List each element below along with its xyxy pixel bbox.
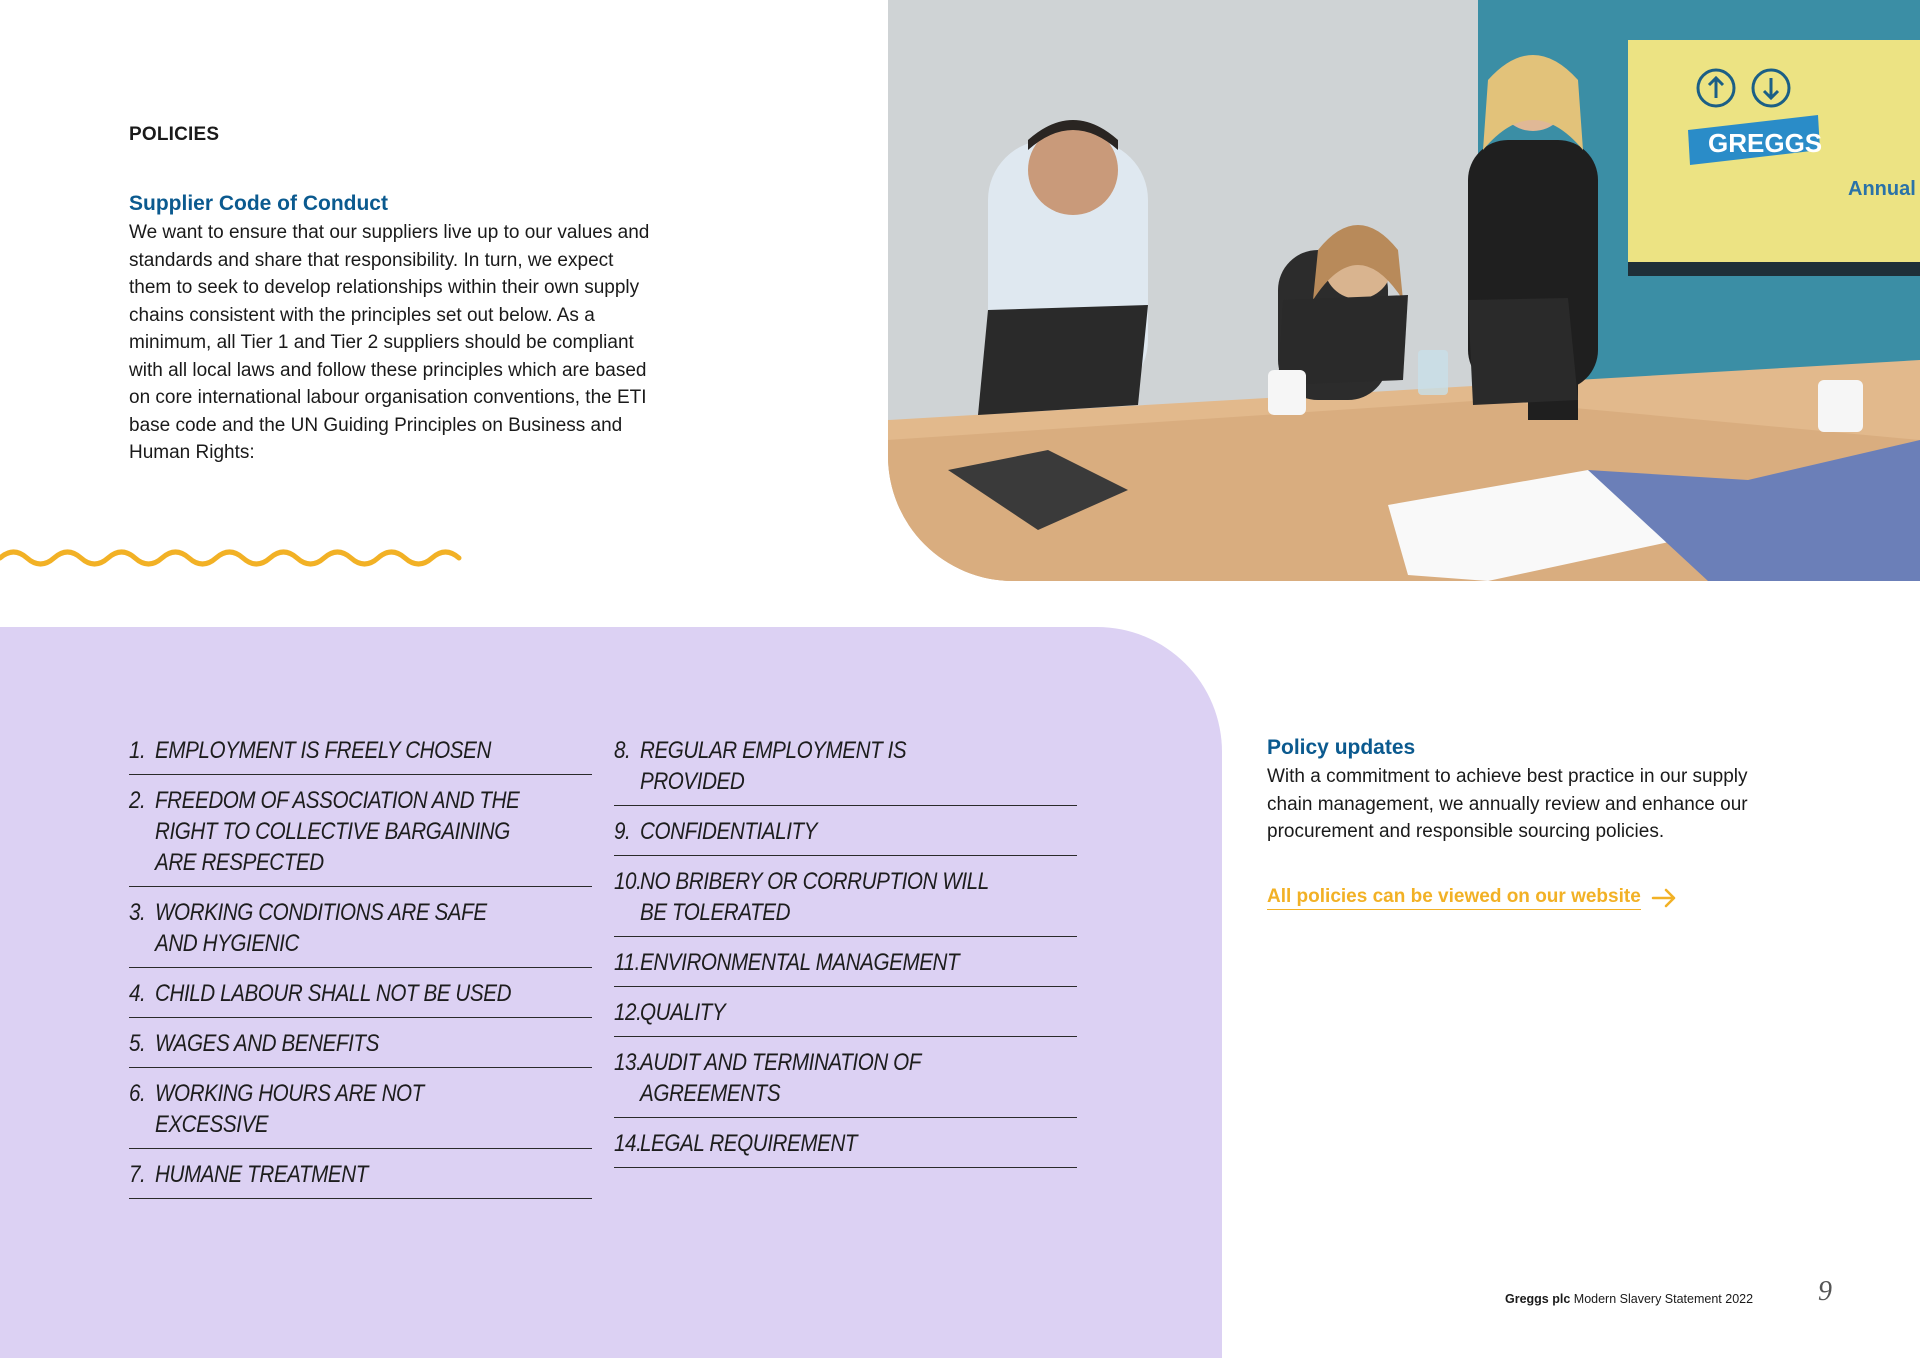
principle-number: 8. xyxy=(614,737,631,764)
footer xyxy=(1505,1292,1753,1306)
policies-website-link[interactable] xyxy=(1267,886,1677,910)
list-item xyxy=(614,1118,1077,1168)
principle-text: REGULAR EMPLOYMENT IS PROVIDED xyxy=(640,737,907,795)
principle-number: 9. xyxy=(614,818,631,845)
principle-number: 10. xyxy=(614,868,642,895)
principle-number: 14. xyxy=(614,1130,642,1157)
principle-text: QUALITY xyxy=(640,999,726,1026)
principle-text: HUMANE TREATMENT xyxy=(155,1161,368,1188)
principle-text: CHILD LABOUR SHALL NOT BE USED xyxy=(155,980,512,1007)
page-number: 9 xyxy=(1818,1276,1832,1307)
policy-updates-body: With a commitment to achieve best practice in our supply chain management, we annually review and enhance our procurement and responsible sourcing policies. xyxy=(1267,766,1748,842)
footer-company: Greggs plc xyxy=(1505,1292,1571,1306)
list-item xyxy=(129,887,592,968)
supplier-code-title: Supplier Code of Conduct xyxy=(129,192,388,215)
principle-number: 4. xyxy=(129,980,146,1007)
supplier-code-body: We want to ensure that our suppliers live up to our values and standards and share that responsibility. In turn, we expect them to seek to develop relationships within their own supply chains consistent with the principles set out below. As a minimum, all Tier 1 and Tier 2 suppliers should be compliant with all local laws and follow these principles which are based on core international labour organisation conventions, the ETI base code and the UN Guiding Principles on Business and Human Rights: xyxy=(129,222,650,463)
list-item xyxy=(129,1018,592,1068)
principle-number: 2. xyxy=(129,787,146,814)
principle-number: 6. xyxy=(129,1080,146,1107)
list-item xyxy=(614,937,1077,987)
principle-number: 1. xyxy=(129,737,146,764)
list-item xyxy=(614,1037,1077,1118)
principles-list-left xyxy=(129,725,592,1199)
list-item xyxy=(614,725,1077,806)
principle-number: 13. xyxy=(614,1049,642,1076)
arrow-right-icon xyxy=(1651,888,1677,908)
list-item xyxy=(614,806,1077,856)
policies-link-text[interactable]: All policies can be viewed on our website xyxy=(1267,886,1641,910)
list-item xyxy=(129,725,592,775)
principle-text: NO BRIBERY OR CORRUPTION WILL BE TOLERATED xyxy=(640,868,989,926)
list-item xyxy=(129,1068,592,1149)
principle-number: 7. xyxy=(129,1161,146,1188)
footer-doc-title: Modern Slavery Statement 2022 xyxy=(1573,1292,1754,1306)
principle-number: 11. xyxy=(614,949,640,976)
principle-text: FREEDOM OF ASSOCIATION AND THE RIGHT TO COLLECTIVE BARGAINING ARE RESPECTED xyxy=(155,787,520,876)
principle-text: CONFIDENTIALITY xyxy=(640,818,818,845)
principle-text: ENVIRONMENTAL MANAGEMENT xyxy=(640,949,960,976)
principle-text: AUDIT AND TERMINATION OF AGREEMENTS xyxy=(640,1049,921,1107)
photo-screen-brand: GREGGS xyxy=(1708,128,1823,158)
principle-text: LEGAL REQUIREMENT xyxy=(640,1130,858,1157)
decorative-wave xyxy=(0,545,465,571)
list-item xyxy=(614,987,1077,1037)
photo-screen-word: Annual xyxy=(1848,178,1916,200)
policy-updates-title: Policy updates xyxy=(1267,736,1416,759)
principle-text: EMPLOYMENT IS FREELY CHOSEN xyxy=(155,737,491,764)
principle-number: 5. xyxy=(129,1030,146,1057)
list-item xyxy=(129,968,592,1018)
list-item xyxy=(129,775,592,887)
principle-text: WORKING CONDITIONS ARE SAFE AND HYGIENIC xyxy=(155,899,487,957)
principle-text: WORKING HOURS ARE NOT EXCESSIVE xyxy=(155,1080,424,1138)
section-label: POLICIES xyxy=(129,124,220,145)
list-item xyxy=(614,856,1077,937)
principle-number: 12. xyxy=(614,999,642,1026)
principle-number: 3. xyxy=(129,899,146,926)
meeting-photo xyxy=(888,0,1920,581)
principle-text: WAGES AND BENEFITS xyxy=(155,1030,379,1057)
list-item xyxy=(129,1149,592,1199)
principles-list-right xyxy=(614,725,1077,1168)
